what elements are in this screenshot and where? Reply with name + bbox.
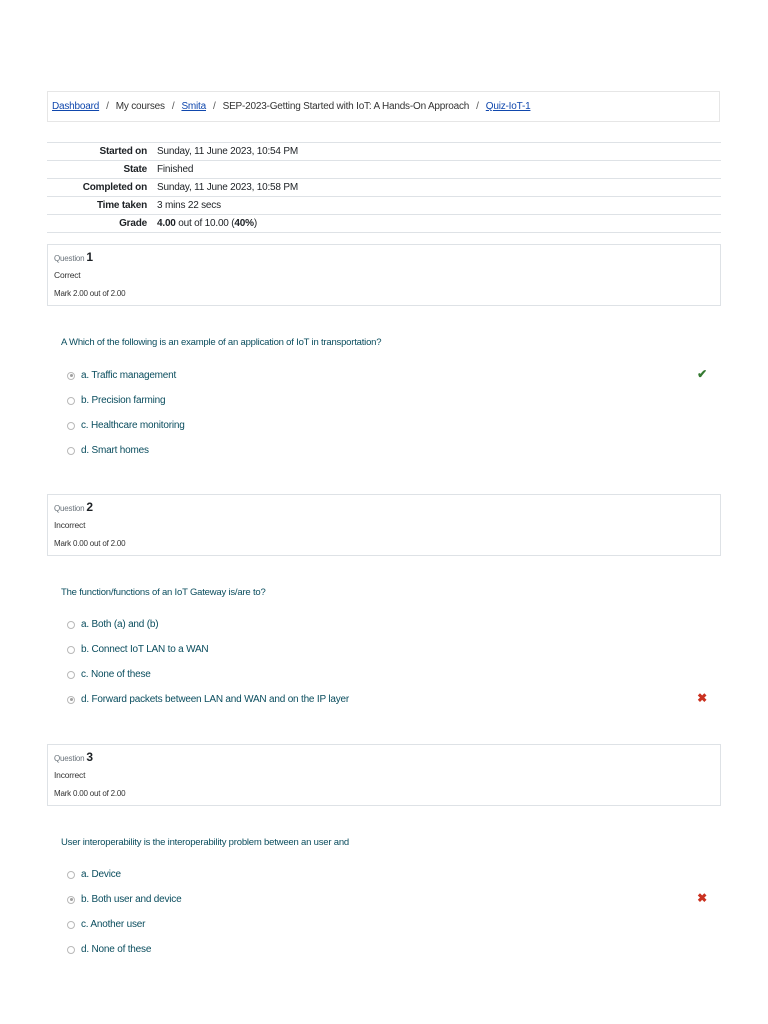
- answer-label: c. Healthcare monitoring: [81, 420, 185, 431]
- summary-value: 3 mins 22 secs: [157, 197, 721, 215]
- radio[interactable]: [67, 671, 75, 679]
- question-mark: Mark 0.00 out of 2.00: [54, 539, 126, 548]
- answer-option[interactable]: [67, 438, 707, 463]
- answer-label: b. Both user and device: [81, 894, 182, 905]
- breadcrumb-course-category-link[interactable]: Smita: [181, 101, 206, 112]
- answer-option[interactable]: [67, 862, 707, 887]
- question-3-info: [47, 744, 721, 806]
- question-label: Question: [54, 254, 85, 263]
- summary-value: Sunday, 11 June 2023, 10:58 PM: [157, 179, 721, 197]
- question-1-answers: [67, 363, 707, 463]
- summary-label: State: [47, 161, 157, 179]
- radio[interactable]: [67, 621, 75, 629]
- answer-label: c. None of these: [81, 669, 151, 680]
- question-number: [54, 750, 93, 764]
- answer-option[interactable]: [67, 937, 707, 962]
- check-icon: ✔: [697, 367, 707, 381]
- summary-row-started-on: [47, 143, 721, 161]
- question-state: Incorrect: [54, 770, 86, 780]
- answer-option[interactable]: [67, 413, 707, 438]
- cross-icon: ✖: [697, 891, 707, 905]
- summary-label: Time taken: [47, 197, 157, 215]
- answer-option[interactable]: [67, 912, 707, 937]
- radio-selected[interactable]: [67, 896, 75, 904]
- answer-option[interactable]: [67, 887, 707, 912]
- summary-value: Finished: [157, 161, 721, 179]
- answer-option[interactable]: [67, 687, 707, 712]
- radio[interactable]: [67, 447, 75, 455]
- grade-value: [157, 215, 721, 233]
- grade-close: ): [253, 218, 257, 229]
- summary-row-completed-on: [47, 179, 721, 197]
- answer-label: d. None of these: [81, 944, 152, 955]
- answer-label: a. Both (a) and (b): [81, 619, 159, 630]
- answer-label: b. Connect IoT LAN to a WAN: [81, 644, 209, 655]
- question-state: Incorrect: [54, 520, 86, 530]
- question-mark: Mark 2.00 out of 2.00: [54, 289, 126, 298]
- question-number-value: 1: [86, 250, 93, 264]
- answer-label: b. Precision farming: [81, 395, 166, 406]
- breadcrumb: [47, 91, 720, 122]
- question-state: Correct: [54, 270, 81, 280]
- question-2-info: [47, 494, 721, 556]
- question-number: [54, 500, 93, 514]
- grade-percent: 40%: [234, 218, 254, 229]
- question-label: Question: [54, 504, 85, 513]
- question-number-value: 2: [86, 500, 93, 514]
- answer-option[interactable]: [67, 388, 707, 413]
- radio-selected[interactable]: [67, 372, 75, 380]
- answer-option[interactable]: [67, 662, 707, 687]
- summary-label: Grade: [47, 215, 157, 233]
- answer-label: d. Forward packets between LAN and WAN and on the IP layer: [81, 694, 349, 705]
- grade-score: 4.00: [157, 218, 176, 229]
- summary-label: Started on: [47, 143, 157, 161]
- radio[interactable]: [67, 422, 75, 430]
- breadcrumb-separator: /: [106, 101, 109, 112]
- cross-icon: ✖: [697, 691, 707, 705]
- radio[interactable]: [67, 946, 75, 954]
- breadcrumb-quiz-link[interactable]: Quiz-IoT-1: [485, 101, 531, 112]
- breadcrumb-separator: /: [171, 101, 175, 112]
- breadcrumb-course-name: SEP-2023-Getting Started with IoT: A Hands-On Approach: [222, 101, 470, 112]
- question-label: Question: [54, 754, 85, 763]
- question-2-answers: [67, 612, 707, 712]
- answer-label: a. Device: [81, 869, 121, 880]
- radio-selected[interactable]: [67, 696, 75, 704]
- answer-option[interactable]: [67, 612, 707, 637]
- summary-label: Completed on: [47, 179, 157, 197]
- radio[interactable]: [67, 397, 75, 405]
- radio[interactable]: [67, 921, 75, 929]
- question-mark: Mark 0.00 out of 2.00: [54, 789, 126, 798]
- answer-option[interactable]: [67, 363, 707, 388]
- summary-row-time-taken: [47, 197, 721, 215]
- question-2-text: The function/functions of an IoT Gateway is/are to?: [61, 587, 266, 598]
- breadcrumb-separator: /: [476, 101, 479, 112]
- grade-out-of: out of 10.00 (: [175, 218, 235, 229]
- summary-row-state: [47, 161, 721, 179]
- question-3-text: User interoperability is the interoperability problem between an user and: [61, 837, 349, 848]
- attempt-summary-table: [47, 142, 721, 233]
- breadcrumb-my-courses: My courses: [115, 101, 165, 112]
- summary-value: Sunday, 11 June 2023, 10:54 PM: [157, 143, 721, 161]
- breadcrumb-separator: /: [213, 101, 216, 112]
- answer-option[interactable]: [67, 637, 707, 662]
- question-1-text: A Which of the following is an example of an application of IoT in transportation?: [61, 337, 382, 348]
- question-3-answers: [67, 862, 707, 962]
- question-number-value: 3: [86, 750, 93, 764]
- question-number: [54, 250, 93, 264]
- breadcrumb-dashboard-link[interactable]: Dashboard: [52, 101, 100, 112]
- radio[interactable]: [67, 646, 75, 654]
- answer-label: a. Traffic management: [81, 370, 177, 381]
- question-1-info: [47, 244, 721, 306]
- answer-label: d. Smart homes: [81, 445, 149, 456]
- answer-label: c. Another user: [81, 919, 146, 930]
- radio[interactable]: [67, 871, 75, 879]
- summary-row-grade: [47, 215, 721, 233]
